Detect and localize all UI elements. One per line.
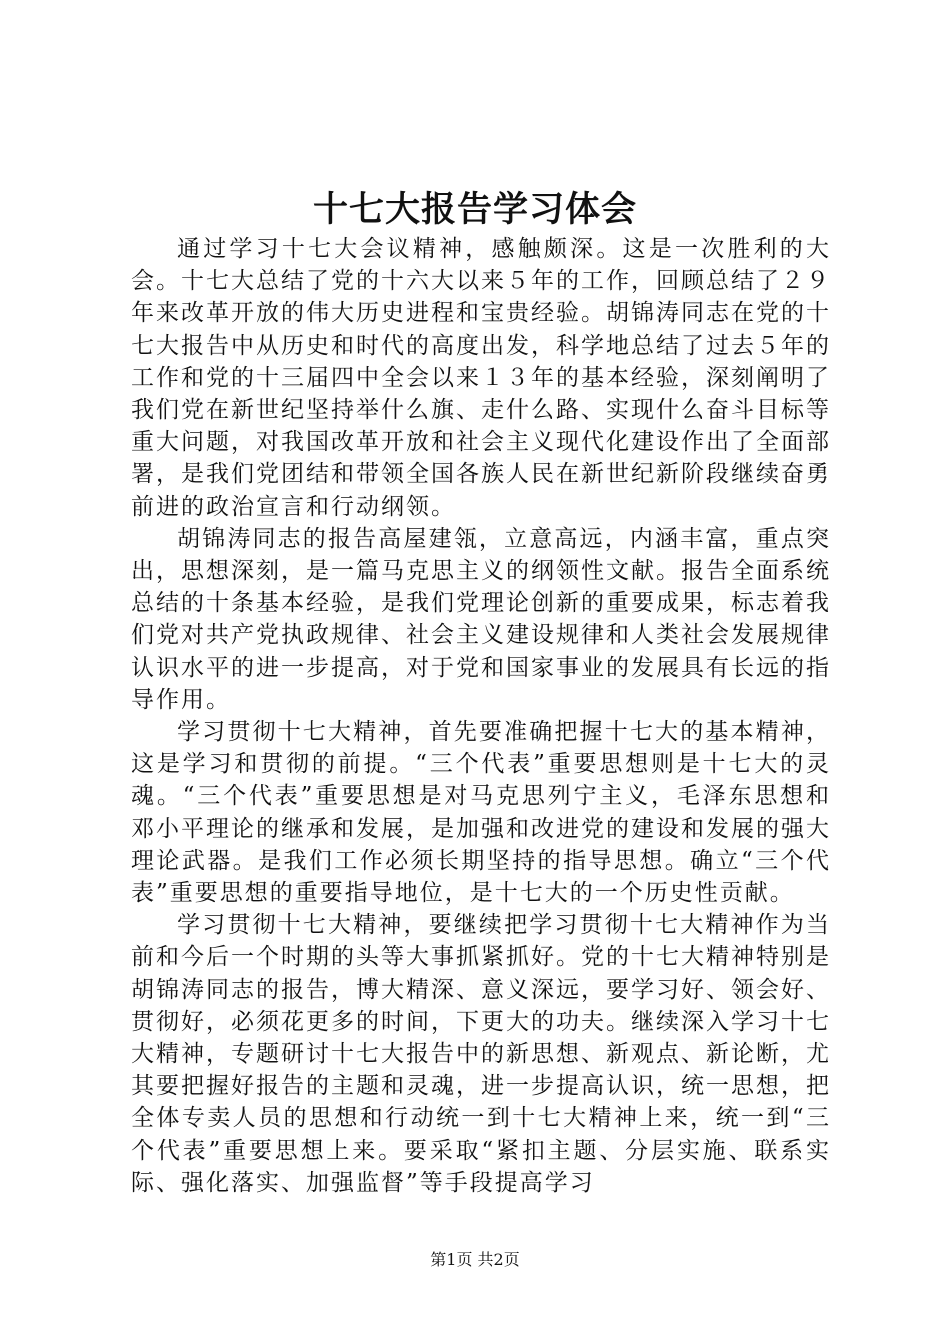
- paragraph-1: 通过学习十七大会议精神，感触颇深。这是一次胜利的大会。十七大总结了党的十六大以来５年的工作，回顾总结了２９年来改革开放的伟大历史进程和宝贵经验。胡锦涛同志在党的十七大报告中从历史和时代的高度出发，科学地总结了过去５年的工作和党的十三届四中全会以来１３年的基本经验，深刻阐明了我们党在新世纪坚持举什么旗、走什么路、实现什么奋斗目标等重大问题，对我国改革开放和社会主义现代化建设作出了全面部署，是我们党团结和带领全国各族人民在新世纪新阶段继续奋勇前进的政治宣言和行动纲领。: [131, 236, 831, 520]
- paragraph-3: 学习贯彻十七大精神，首先要准确把握十七大的基本精神，这是学习和贯彻的前提。“三个代表”重要思想则是十七大的灵魂。“三个代表”重要思想是对马克思列宁主义，毛泽东思想和邓小平理论的继承和发展，是加强和改进党的建设和发展的强大理论武器。是我们工作必须长期坚持的指导思想。确立“三个代表”重要思想的重要指导地位，是十七大的一个历史性贡献。: [131, 719, 831, 907]
- page-footer: 第1页 共2页: [430, 1250, 520, 1269]
- document-body: [131, 233, 831, 1199]
- document-title: 十七大报告学习体会: [312, 189, 637, 230]
- paragraph-4: 学习贯彻十七大精神，要继续把学习贯彻十七大精神作为当前和今后一个时期的头等大事抓紧抓好。党的十七大精神特别是胡锦涛同志的报告，博大精深、意义深远，要学习好、领会好、贯彻好，必须花更多的时间，下更大的功夫。继续深入学习十七大精神，专题研讨十七大报告中的新思想、新观点、新论断，尤其要把握好报告的主题和灵魂，进一步提高认识，统一思想，把全体专卖人员的思想和行动统一到十七大精神上来，统一到“三个代表”重要思想上来。要采取“紧扣主题、分层实施、联系实际、强化落实、加强监督”等手段提高学习: [131, 912, 831, 1196]
- paragraph-2: 胡锦涛同志的报告高屋建瓴，立意高远，内涵丰富，重点突出，思想深刻，是一篇马克思主义的纲领性文献。报告全面系统总结的十条基本经验，是我们党理论创新的重要成果，标志着我们党对共产党执政规律、社会主义建设规律和人类社会发展规律认识水平的进一步提高，对于党和国家事业的发展具有长远的指导作用。: [131, 525, 831, 713]
